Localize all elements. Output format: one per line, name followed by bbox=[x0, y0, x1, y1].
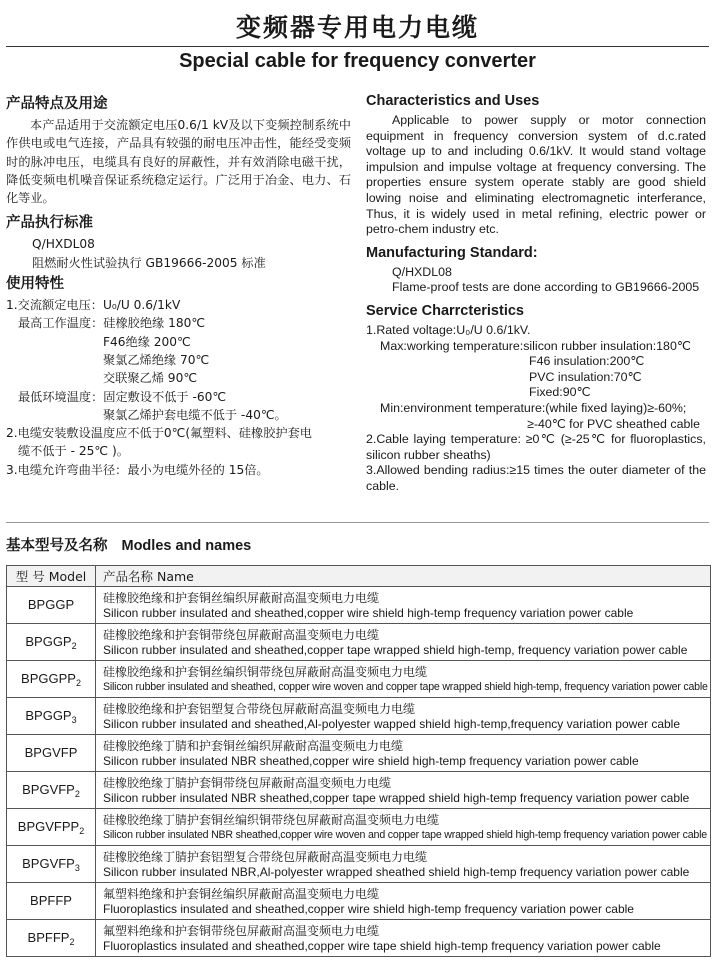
section-divider bbox=[6, 522, 709, 523]
model-cell: BPFFP bbox=[7, 883, 96, 920]
char-heading: Characteristics and Uses bbox=[366, 93, 540, 109]
name-cn: 硅橡胶绝缘和护套铜带绕包屏蔽耐高温变频电力电缆 bbox=[103, 627, 380, 642]
title-divider bbox=[6, 46, 709, 47]
usage-line: 1.交流额定电压：U₀/U 0.6/1kV bbox=[6, 298, 181, 313]
right-column bbox=[366, 92, 706, 494]
features-text: 本产品适用于交流额定电压0.6/1 kV及以下变频控制系统中作供电或电气连接，产品具有较强的耐电压冲击性，能经受变频时的脉冲电压，电缆具有良好的屏蔽性，并有效消除电磁干扰，降低变频电机噪音保证系统稳定运行。广泛用于冶金、电力、石化等业。 bbox=[6, 118, 351, 206]
svc-line: Max:working temperature:silicon rubber insulation:180℃ bbox=[380, 338, 691, 353]
features-heading: 产品特点及用途 bbox=[6, 96, 108, 112]
mfg-heading: Manufacturing Standard: bbox=[366, 244, 538, 261]
col-header-name: 产品名称 Name bbox=[96, 566, 711, 587]
name-cn: 硅橡胶绝缘和护套铜丝编织屏蔽耐高温变频电力电缆 bbox=[103, 590, 380, 605]
table-header-row bbox=[7, 566, 711, 587]
usage-line: F46绝缘 200℃ bbox=[103, 334, 191, 349]
usage-line: 3.电缆允许弯曲半径：最小为电缆外径的 15倍。 bbox=[6, 462, 269, 477]
svc-line: 3.Allowed bending radius:≥15 times the outer diameter of the cable. bbox=[366, 463, 706, 493]
name-cell bbox=[96, 772, 711, 809]
name-en: Silicon rubber insulated NBR sheathed,copper tape wrapped shield high-temp frequency variation power cable bbox=[103, 790, 690, 805]
left-column bbox=[6, 94, 351, 479]
page-title-en: Special cable for frequency converter bbox=[179, 50, 536, 72]
usage-line: 2.电缆安装敷设温度应不低于0℃(氟塑料、硅橡胶护套电 bbox=[6, 426, 312, 441]
usage-heading: 使用特性 bbox=[6, 276, 64, 293]
usage-line: 聚氯乙烯护套电缆不低于 -40℃。 bbox=[103, 407, 287, 422]
name-en: Silicon rubber insulated NBR sheathed,copper wire shield high-temp frequency variation power cable bbox=[103, 753, 639, 768]
standard-line-1: Q/HXDL08 bbox=[32, 237, 95, 252]
name-cell bbox=[96, 883, 711, 920]
svc-line: ≥-40℃ for PVC sheathed cable bbox=[527, 416, 700, 431]
model-cell: $BPGGP_3$ bbox=[7, 698, 96, 735]
table-row bbox=[7, 772, 711, 809]
model-cell: BPGVFP bbox=[7, 735, 96, 772]
col-header-model: 型 号 Model bbox=[7, 566, 96, 587]
name-en: Silicon rubber insulated and sheathed,copper wire shield high-temp frequency variation power cable bbox=[103, 605, 634, 620]
char-text: Applicable to power supply or motor connection equipment in frequency conversion system of d.c.rated voltage up to and including 0.6/1kV. It would stand voltage impulsion and impulse voltage at frequency conversing. The properties ensure system operate stably are good shield lowing noise and eliminating electromagnetic interferance, Thus, it is widely used in metal refining, electric power or petro-chem industry etc. bbox=[366, 113, 706, 237]
name-cell bbox=[96, 920, 711, 957]
name-en: Silicon rubber insulated NBR sheathed,copper wire woven and copper tape wrapped shield high-temp frequency variation power cable bbox=[103, 828, 707, 841]
svc-line: F46 insulation:200℃ bbox=[529, 354, 645, 369]
table-row bbox=[7, 846, 711, 883]
mfg-line-2: Flame-proof tests are done according to GB19666-2005 bbox=[392, 280, 700, 295]
table-row bbox=[7, 661, 711, 698]
svc-line: PVC insulation:70℃ bbox=[529, 369, 642, 384]
svc-heading: Service Charrcteristics bbox=[366, 302, 524, 319]
name-cn: 硅橡胶绝缘和护套铜丝编织铜带绕包屏蔽耐高温变频电力电缆 bbox=[103, 664, 428, 679]
model-cell: $BPGGP_2$ bbox=[7, 624, 96, 661]
name-en: Silicon rubber insulated NBR,Al-polyester wrapped sheathed shield high-temp frequency variation power cable bbox=[103, 864, 690, 879]
name-cell bbox=[96, 846, 711, 883]
page-title-cn: 变频器专用电力电缆 bbox=[235, 13, 479, 42]
name-cell bbox=[96, 624, 711, 661]
svc-line: Min:environment temperature:(while fixed laying)≥-60%; bbox=[380, 400, 687, 415]
model-cell: $BPGVFP_2$ bbox=[7, 772, 96, 809]
name-cell bbox=[96, 661, 711, 698]
name-cn: 硅橡胶绝缘丁腈护套铜丝编织铜带绕包屏蔽耐高温变频电力电缆 bbox=[103, 812, 440, 827]
usage-line: 聚氯乙烯绝缘 70℃ bbox=[103, 352, 210, 367]
table-row bbox=[7, 587, 711, 624]
name-en: Silicon rubber insulated and sheathed,copper tape wrapped shield high-temp, frequency variation power cable bbox=[103, 642, 688, 657]
name-en: Fluoroplastics insulated and sheathed,copper wire tape shield high-temp frequency variation power cable bbox=[103, 938, 661, 953]
table-row bbox=[7, 809, 711, 846]
table-row bbox=[7, 883, 711, 920]
name-cell bbox=[96, 587, 711, 624]
svc-line: 1.Rated voltage:U₀/U 0.6/1kV. bbox=[366, 322, 531, 337]
usage-line: 最高工作温度：硅橡胶绝缘 180℃ bbox=[18, 316, 206, 331]
usage-line: 缆不低于 - 25℃ )。 bbox=[18, 444, 129, 459]
standard-heading: 产品执行标准 bbox=[6, 215, 93, 232]
table-row bbox=[7, 920, 711, 957]
standard-line-2: 阻燃耐火性试验执行 GB19666-2005 标准 bbox=[32, 255, 266, 270]
name-cn: 氟塑料绝缘和护套铜带绕包屏蔽耐高温变频电力电缆 bbox=[103, 923, 380, 938]
name-en: Silicon rubber insulated and sheathed,Al-polyester wapped shield high-temp,frequency variation power cable bbox=[103, 716, 681, 731]
model-cell: $BPFFP_2$ bbox=[7, 920, 96, 957]
mfg-line-1: Q/HXDL08 bbox=[392, 264, 452, 279]
name-cell bbox=[96, 735, 711, 772]
table-row bbox=[7, 624, 711, 661]
models-heading bbox=[6, 534, 251, 555]
name-cell bbox=[96, 809, 711, 846]
name-en: Silicon rubber insulated and sheathed, copper wire woven and copper tape wrapped shield high-temp, frequency variation power cable bbox=[103, 680, 708, 693]
name-cn: 硅橡胶绝缘丁腈护套铜带绕包屏蔽耐高温变频电力电缆 bbox=[103, 775, 392, 790]
models-heading-en: Modles and names bbox=[121, 538, 252, 554]
svc-line: 2.Cable laying temperature: ≥0℃ (≥-25℃ for fluoroplastics, silicon rubber sheaths) bbox=[366, 432, 706, 462]
name-cn: 硅橡胶绝缘丁腈护套铝塑复合带绕包屏蔽耐高温变频电力电缆 bbox=[103, 849, 428, 864]
svc-line: Fixed:90℃ bbox=[529, 385, 591, 400]
name-cn: 硅橡胶绝缘丁腈和护套铜丝编织屏蔽耐高温变频电力电缆 bbox=[103, 738, 404, 753]
model-cell: $BPGGPP_2$ bbox=[7, 661, 96, 698]
table-row bbox=[7, 698, 711, 735]
table-row bbox=[7, 735, 711, 772]
model-cell: $BPGVFP_3$ bbox=[7, 846, 96, 883]
name-en: Fluoroplastics insulated and sheathed,copper wire shield high-temp frequency variation power cable bbox=[103, 901, 634, 916]
models-table bbox=[6, 565, 711, 957]
model-cell: $BPGVFPP_2$ bbox=[7, 809, 96, 846]
name-cell bbox=[96, 698, 711, 735]
usage-line: 最低环境温度：固定敷设不低于 -60℃ bbox=[18, 389, 227, 404]
usage-line: 交联聚乙烯 90℃ bbox=[103, 371, 198, 386]
name-cn: 氟塑料绝缘和护套铜丝编织屏蔽耐高温变频电力电缆 bbox=[103, 886, 380, 901]
name-cn: 硅橡胶绝缘和护套铝塑复合带绕包屏蔽耐高温变频电力电缆 bbox=[103, 701, 416, 716]
models-heading-cn: 基本型号及名称 bbox=[6, 538, 108, 554]
model-cell: BPGGP bbox=[7, 587, 96, 624]
